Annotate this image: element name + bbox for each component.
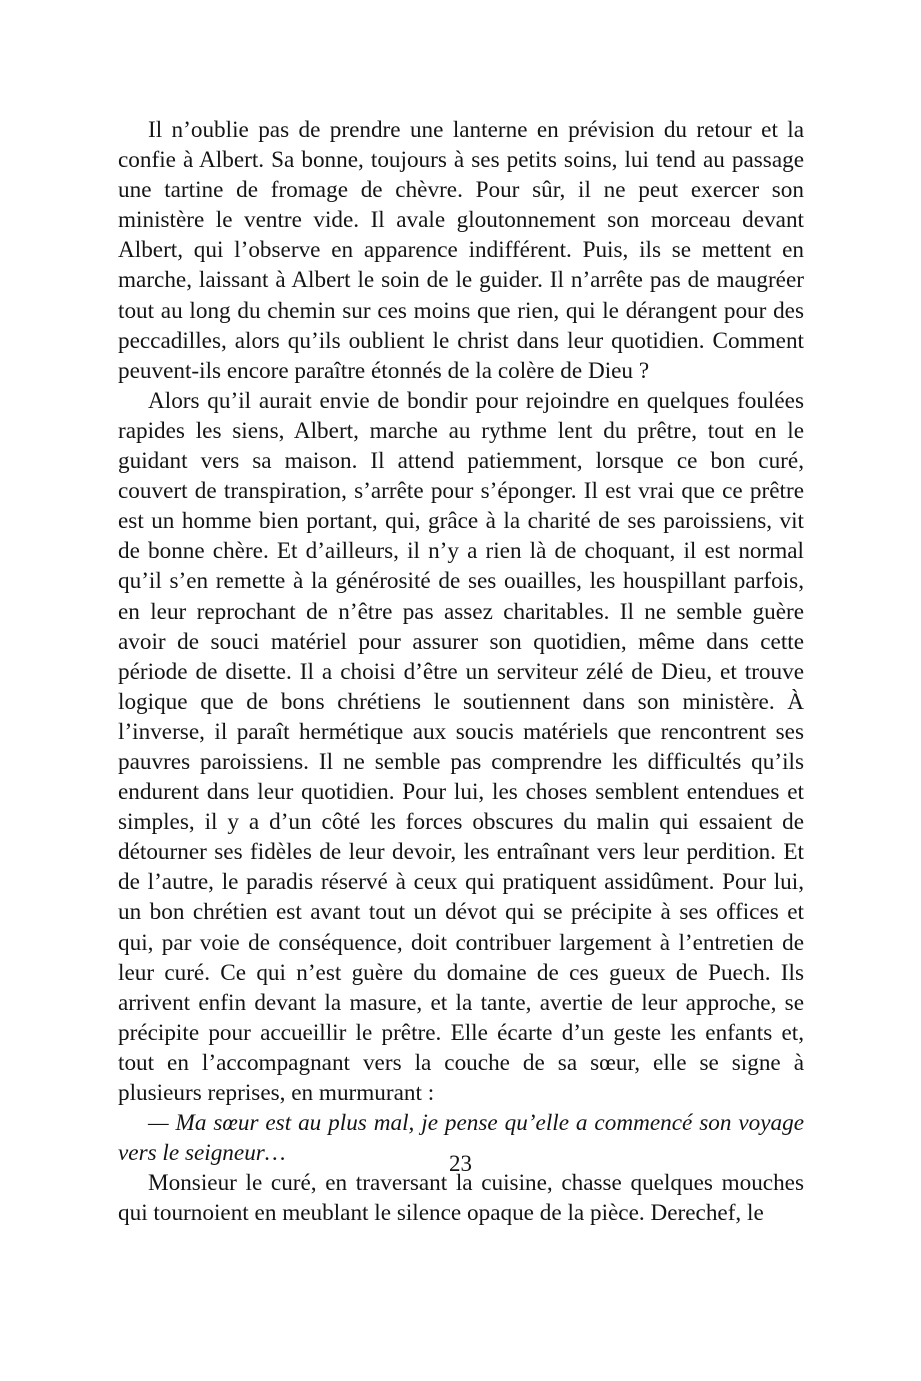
- paragraph-albert-walk: Alors qu’il aurait envie de bondir pour rejoindre en quelques foulées rapides les siens, Albert, marche au rythme lent du prêtre, tout en le guidant vers sa maison. Il attend patiemment, lorsque ce bon curé, couvert de transpiration, s’arrête pour s’éponger. Il est vrai que ce prêtre est un homme bien portant, qui, grâce à la charité de ses paroissiens, vit de bonne chère. Et d’ailleurs, il n’y a rien là de choquant, il est normal qu’il s’en remette à la générosité de ses ouailles, les houspillant parfois, en leur reprochant de n’être pas assez charitables. Il ne semble guère avoir de souci matériel pour assurer son quotidien, même dans cette période de disette. Il a choisi d’être un serviteur zélé de Dieu, et trouve logique que de bons chrétiens le soutiennent dans son ministère. À l’inverse, il paraît hermétique aux soucis matériels que rencontrent ses pauvres paroissiens. Il ne semble pas comprendre les difficultés qu’ils endurent dans leur quotidien. Pour lui, les choses semblent entendues et simples, il y a d’un côté les forces obscures du malin qui essaient de détourner ses fidèles de leur devoir, les entraînant vers leur perdition. Et de l’autre, le paradis réservé à ceux qui pratiquent assidûment. Pour lui, un bon chrétien est avant tout un dévot qui se précipite à ses offices et qui, par voie de conséquence, doit contribuer largement à l’entretien de leur curé. Ce qui n’est guère du domaine de ces gueux de Puech. Ils arrivent enfin devant la masure, et la tante, avertie de leur approche, se précipite pour accueillir le prêtre. Elle écarte d’un geste les enfants et, tout en l’accompagnant vers la couche de sa sœur, elle se signe à plusieurs reprises, en murmurant :: [118, 387, 804, 1106]
- paragraph-kitchen: Monsieur le curé, en traversant la cuisine, chasse quelques mouches qui tournoient en meublant le silence opaque de la pièce. Derechef, le: [118, 1170, 804, 1227]
- page-number: 23: [449, 1151, 472, 1176]
- dialogue-line: — Ma sœur est au plus mal, je pense qu’elle a commencé son voyage vers le seigneur…: [118, 1110, 804, 1167]
- body-text: [118, 115, 804, 1228]
- paragraph-lantern: Il n’oublie pas de prendre une lanterne en prévision du retour et la confie à Albert. Sa bonne, toujours à ses petits soins, lui tend au passage une tartine de fromage de chèvre. Pour sûr, il ne peut exercer son ministère le ventre vide. Il avale gloutonnement son morceau devant Albert, qui l’observe en apparence indifférent. Puis, ils se mettent en marche, laissant à Albert le soin de le guider. Il n’arrête pas de maugréer tout au long du chemin sur ces moins que rien, qui le dérangent pour des peccadilles, alors qu’ils oublient le christ dans leur quotidien. Comment peuvent-ils encore paraître étonnés de la colère de Dieu ?: [118, 117, 804, 384]
